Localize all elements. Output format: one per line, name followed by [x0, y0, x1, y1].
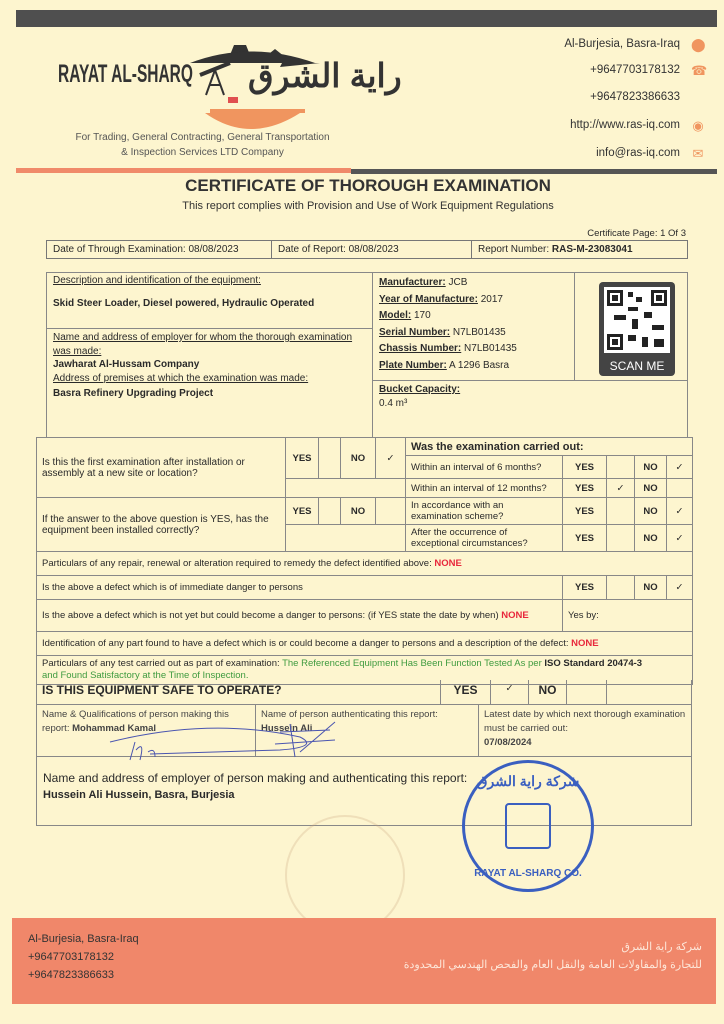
report-date: Date of Report: 08/08/2023 [272, 241, 472, 258]
footer-arabic-tagline: للتجارة والمقاولات العامة والنقل العام والفحص الهندسي المحدودة [403, 959, 702, 971]
employer2-label: Name and address of employer of person making and authenticating this report: [43, 771, 468, 785]
scan-me-label: SCAN ME [609, 359, 665, 373]
page-info: Certificate Page: 1 Of 3 [587, 228, 686, 239]
report-number: Report Number: RAS-M-23083041 [478, 244, 633, 255]
scheme-question: In accordance with an examination scheme? [406, 498, 563, 525]
q1-yes: YES [292, 452, 312, 464]
premises-label: Address of premises at which the examination was made: [53, 372, 309, 384]
header-address: Al-Burjesia, Basra-Iraq [564, 38, 680, 50]
r12-no-box[interactable] [667, 479, 693, 498]
first-exam-question: Is this the first examination after installation or assembly at a new site or location? [37, 438, 286, 498]
bucket-capacity: Bucket Capacity: 0.4 m³ [379, 384, 461, 409]
divider-orange [16, 168, 351, 173]
repair-row: Particulars of any repair, renewal or alteration required to remedy the defect identified above: NONE [37, 552, 693, 576]
safe-to-operate-row [36, 680, 692, 705]
footer-arabic-name: شركة راية الشرق [621, 941, 702, 953]
footer-phone-1: +9647703178132 [28, 951, 114, 963]
certificate-subtitle: This report complies with Provision and Use of Work Equipment Regulations [182, 200, 554, 212]
future-danger-question: Is the above a defect which is not yet but could become a danger to persons: (if YES state the date by when) NONE [37, 600, 563, 632]
qr-code-icon [604, 287, 670, 353]
employer2-name: Hussein Ali Hussein, Basra, Burjesia [43, 789, 235, 801]
year-of-manufacture: Year of Manufacture: 2017 [379, 293, 503, 305]
exceptional-yes-box[interactable] [607, 525, 635, 552]
exceptional-question: After the occurrence of exceptional circumstances? [406, 525, 563, 552]
safe-no: NO [529, 680, 567, 704]
chassis-number: Chassis Number: N7LB01435 [379, 343, 517, 355]
footer [12, 918, 716, 1004]
examination-table: Is this the first examination after installation or assembly at a new site or location? YES NO ✓ Was the examination carried out: Within an interval of 6 months? YES NO ✓ Within an interval of 12 months? YES ✓ NO If the answer to the above question is YES, has the equipment been installed correctly? YES NO In accordance with an examination scheme? YES NO ✓ After the occurrence of exceptional circumstances? YES NO ✓ Particulars of any repair, renewal or alteration required to remedy the defect identified above: NONE Is the above a defect which is of immediate danger to persons YES NO ✓ Is the above a defect which is not yet but could become a danger to persons: (if YES state the date by when) NONE Yes by: Identification of any part found to have a defect which is or could become a danger to persons and a description of the defect: NONE Particulars of any test carried out as part of examination: The Referenced Equipment Has Been Function Tested As per ISO Standard 20474-3 and Found Satisfactory at the Time of Inspection. [36, 437, 693, 685]
certificate-title: CERTIFICATE OF THOROUGH EXAMINATION [185, 176, 551, 195]
yes-by-field[interactable]: Yes by: [563, 600, 693, 632]
employer-label: Name and address of employer for whom the thorough examination was made: [53, 332, 353, 357]
header-website[interactable]: http://www.ras-iq.com [570, 119, 680, 131]
location-pin-icon: ⬤ [691, 37, 706, 52]
employer-row [36, 756, 692, 826]
safe-question: IS THIS EQUIPMENT SAFE TO OPERATE? [37, 680, 441, 704]
company-name-en: RAYAT AL-SHARQ [58, 60, 193, 88]
test-particulars-row: Particulars of any test carried out as part of examination: The Referenced Equipment Has Been Function Tested As per ISO Standard 20474-3 and Found Satisfactory at the Time of Inspection. [37, 656, 693, 685]
r12-yes-check[interactable]: ✓ [607, 479, 635, 498]
q1-no: NO [350, 452, 366, 464]
footer-phone-2: +9647823386633 [28, 969, 114, 981]
phone-icon: ☎ [691, 63, 708, 78]
header-phone-1: +9647703178132 [590, 64, 680, 76]
safe-yes: YES [441, 680, 491, 704]
company-tagline [50, 130, 355, 160]
scheme-no-check[interactable]: ✓ [667, 498, 693, 525]
footer-address: Al-Burjesia, Basra-Iraq [28, 933, 139, 945]
header-phone-2: +9647823386633 [590, 91, 680, 103]
faint-stamp-icon [285, 815, 405, 935]
report-authenticator: Name of person authenticating this report: Hussein Ali [256, 705, 479, 756]
identification-row: Identification of any part found to have a defect which is or could become a danger to persons and a description of the defect: NONE [37, 632, 693, 656]
immediate-no-check[interactable]: ✓ [667, 576, 693, 600]
carried-out-header: Was the examination carried out: [406, 438, 693, 456]
globe-icon: ◉ [692, 118, 704, 133]
safe-yes-check[interactable]: ✓ [491, 680, 529, 704]
installed-correctly-question: If the answer to the above question is YES, has the equipment been installed correctly? [37, 498, 286, 552]
header-email[interactable]: info@ras-iq.com [596, 147, 680, 159]
company-name-ar: راية الشرق [248, 57, 402, 94]
tagline-line-1: For Trading, General Contracting, General Transportation [75, 132, 330, 143]
q2-no-box[interactable] [376, 498, 406, 525]
equipment-description: Skid Steer Loader, Diesel powered, Hydraulic Operated [53, 298, 315, 309]
equipment-box [46, 272, 688, 438]
r6-no-check[interactable]: ✓ [667, 456, 693, 479]
serial-number: Serial Number: N7LB01435 [379, 326, 506, 338]
immediate-yes-box[interactable] [607, 576, 635, 600]
q2-yes-box[interactable] [319, 498, 341, 525]
exam-date: Date of Through Examination: 08/08/2023 [47, 241, 272, 258]
next-exam-date: Latest date by which next thorough examination must be carried out: 07/08/2024 [484, 709, 686, 748]
desc-label: Description and identification of the equipment: [53, 275, 261, 286]
immediate-danger-question: Is the above a defect which is of immediate danger to persons [37, 576, 563, 600]
manufacturer: Manufacturer: JCB [379, 277, 468, 288]
signatures-icon [90, 712, 350, 762]
dates-row [46, 240, 688, 259]
divider-dark [351, 169, 717, 174]
tagline-line-2: & Inspection Services LTD Company [121, 147, 284, 158]
premises-name: Basra Refinery Upgrading Project [53, 388, 214, 399]
q1-yes-box[interactable] [319, 438, 341, 479]
envelope-icon: ✉ [692, 146, 704, 161]
top-bar [16, 10, 717, 27]
qr-code[interactable] [599, 282, 675, 376]
employer-name: Jawharat Al-Hussam Company [53, 359, 200, 370]
report-maker: Name & Qualifications of person making this report: Mohammad Kamal [37, 705, 256, 756]
safe-no-box[interactable] [567, 680, 607, 704]
plate-number: Plate Number: A 1296 Basra [379, 359, 510, 371]
scheme-yes-box[interactable] [607, 498, 635, 525]
company-stamp: شركة راية الشرق RAYAT AL-SHARQ CO. [462, 760, 594, 892]
exceptional-no-check[interactable]: ✓ [667, 525, 693, 552]
six-months-question: Within an interval of 6 months? [406, 456, 563, 479]
r6-yes-box[interactable] [607, 456, 635, 479]
twelve-months-question: Within an interval of 12 months? [406, 479, 563, 498]
q1-no-check[interactable]: ✓ [376, 438, 406, 479]
model: Model: 170 [379, 310, 431, 322]
